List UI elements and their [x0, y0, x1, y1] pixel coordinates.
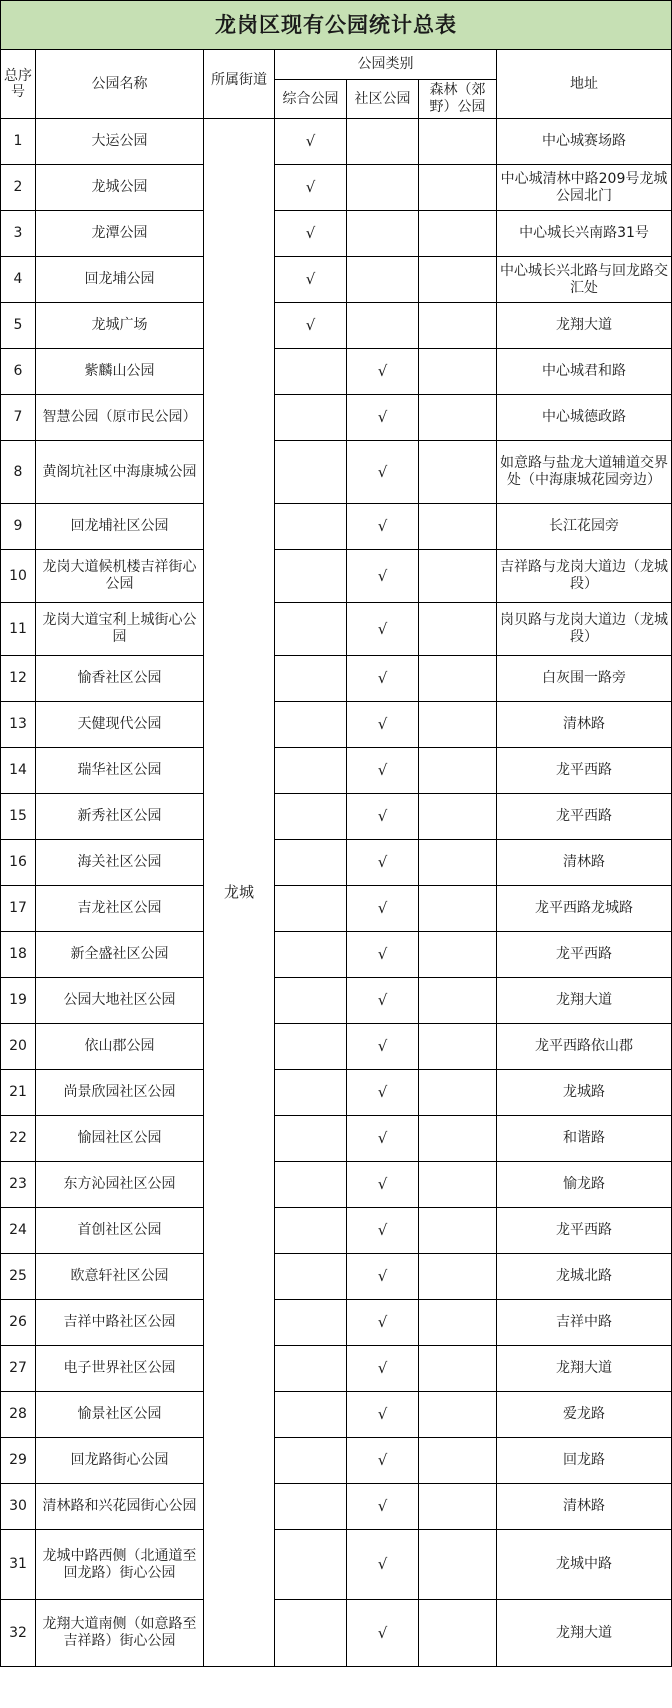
park-address: 如意路与盐龙大道辅道交界处（中海康城花园旁边）	[497, 441, 672, 504]
row-index: 21	[1, 1070, 36, 1116]
community-check-cell: √	[347, 1162, 419, 1208]
forest-check-cell	[419, 1254, 497, 1300]
table-row	[1, 794, 672, 840]
comprehensive-check-cell: √	[275, 211, 347, 257]
row-index: 22	[1, 1116, 36, 1162]
park-name: 公园大地社区公园	[36, 978, 204, 1024]
park-name: 龙城公园	[36, 165, 204, 211]
table-row	[1, 1484, 672, 1530]
table-row	[1, 441, 672, 504]
comprehensive-check-cell: √	[275, 165, 347, 211]
table-row	[1, 257, 672, 303]
header-park-name: 公园名称	[36, 50, 204, 119]
forest-check-cell	[419, 656, 497, 702]
table-row	[1, 702, 672, 748]
comprehensive-check-cell	[275, 840, 347, 886]
row-index: 12	[1, 656, 36, 702]
table-row	[1, 1300, 672, 1346]
table-row	[1, 1208, 672, 1254]
community-check-cell: √	[347, 656, 419, 702]
community-check-cell: √	[347, 504, 419, 550]
comprehensive-check-cell	[275, 1162, 347, 1208]
comprehensive-check-cell	[275, 794, 347, 840]
forest-check-cell	[419, 165, 497, 211]
table-row	[1, 656, 672, 702]
community-check-cell	[347, 303, 419, 349]
forest-check-cell	[419, 978, 497, 1024]
table-row	[1, 840, 672, 886]
comprehensive-check-cell	[275, 886, 347, 932]
row-index: 28	[1, 1392, 36, 1438]
row-index: 25	[1, 1254, 36, 1300]
forest-check-cell	[419, 395, 497, 441]
park-address: 中心城君和路	[497, 349, 672, 395]
table-row	[1, 1116, 672, 1162]
table-row	[1, 395, 672, 441]
community-check-cell: √	[347, 1254, 419, 1300]
row-index: 13	[1, 702, 36, 748]
row-index: 17	[1, 886, 36, 932]
row-index: 32	[1, 1600, 36, 1667]
row-index: 29	[1, 1438, 36, 1484]
park-name: 黄阁坑社区中海康城公园	[36, 441, 204, 504]
community-check-cell: √	[347, 1346, 419, 1392]
comprehensive-check-cell	[275, 1024, 347, 1070]
park-name: 电子世界社区公园	[36, 1346, 204, 1392]
row-index: 14	[1, 748, 36, 794]
park-address: 龙城北路	[497, 1254, 672, 1300]
row-index: 30	[1, 1484, 36, 1530]
park-address: 龙翔大道	[497, 978, 672, 1024]
row-index: 1	[1, 119, 36, 165]
table-row	[1, 1162, 672, 1208]
park-name: 龙城广场	[36, 303, 204, 349]
row-index: 19	[1, 978, 36, 1024]
header-street: 所属街道	[204, 50, 275, 119]
park-name: 吉龙社区公园	[36, 886, 204, 932]
community-check-cell	[347, 165, 419, 211]
comprehensive-check-cell	[275, 603, 347, 656]
table-row	[1, 932, 672, 978]
comprehensive-check-cell	[275, 1070, 347, 1116]
table-row	[1, 1392, 672, 1438]
row-index: 16	[1, 840, 36, 886]
community-check-cell	[347, 211, 419, 257]
community-check-cell: √	[347, 794, 419, 840]
row-index: 9	[1, 504, 36, 550]
forest-check-cell	[419, 550, 497, 603]
park-address: 龙城中路	[497, 1530, 672, 1600]
table-row	[1, 1530, 672, 1600]
forest-check-cell	[419, 1484, 497, 1530]
forest-check-cell	[419, 1300, 497, 1346]
comprehensive-check-cell	[275, 1116, 347, 1162]
park-name: 龙潭公园	[36, 211, 204, 257]
comprehensive-check-cell	[275, 441, 347, 504]
park-address: 和谐路	[497, 1116, 672, 1162]
forest-check-cell	[419, 886, 497, 932]
park-address: 龙翔大道	[497, 1346, 672, 1392]
comprehensive-check-cell	[275, 702, 347, 748]
community-check-cell: √	[347, 748, 419, 794]
park-name: 新秀社区公园	[36, 794, 204, 840]
table-row	[1, 165, 672, 211]
table-row	[1, 1600, 672, 1667]
table-row	[1, 349, 672, 395]
forest-check-cell	[419, 1600, 497, 1667]
community-check-cell: √	[347, 441, 419, 504]
community-check-cell: √	[347, 1300, 419, 1346]
community-check-cell: √	[347, 1600, 419, 1667]
forest-check-cell	[419, 603, 497, 656]
forest-check-cell	[419, 1438, 497, 1484]
header-address: 地址	[497, 50, 672, 119]
comprehensive-check-cell: √	[275, 257, 347, 303]
street-district: 龙城	[204, 119, 275, 1667]
forest-check-cell	[419, 303, 497, 349]
park-name: 回龙路街心公园	[36, 1438, 204, 1484]
comprehensive-check-cell: √	[275, 303, 347, 349]
forest-check-cell	[419, 932, 497, 978]
community-check-cell: √	[347, 1484, 419, 1530]
park-name: 龙城中路西侧（北通道至回龙路）街心公园	[36, 1530, 204, 1600]
park-address: 清林路	[497, 1484, 672, 1530]
comprehensive-check-cell	[275, 1254, 347, 1300]
park-address: 爱龙路	[497, 1392, 672, 1438]
community-check-cell: √	[347, 349, 419, 395]
community-check-cell: √	[347, 932, 419, 978]
park-name: 瑞华社区公园	[36, 748, 204, 794]
row-index: 4	[1, 257, 36, 303]
row-index: 18	[1, 932, 36, 978]
community-check-cell: √	[347, 603, 419, 656]
row-index: 20	[1, 1024, 36, 1070]
park-name: 吉祥中路社区公园	[36, 1300, 204, 1346]
park-name: 首创社区公园	[36, 1208, 204, 1254]
community-check-cell: √	[347, 550, 419, 603]
park-address: 吉祥中路	[497, 1300, 672, 1346]
table-title: 龙岗区现有公园统计总表	[1, 1, 672, 50]
park-address: 中心城清林中路209号龙城公园北门	[497, 165, 672, 211]
row-index: 10	[1, 550, 36, 603]
park-address: 白灰围一路旁	[497, 656, 672, 702]
row-index: 8	[1, 441, 36, 504]
park-address: 吉祥路与龙岗大道边（龙城段）	[497, 550, 672, 603]
park-name: 回龙埔公园	[36, 257, 204, 303]
comprehensive-check-cell	[275, 395, 347, 441]
table-row	[1, 1024, 672, 1070]
forest-check-cell	[419, 1162, 497, 1208]
table-row	[1, 1346, 672, 1392]
park-name: 龙翔大道南侧（如意路至吉祥路）街心公园	[36, 1600, 204, 1667]
table-row	[1, 550, 672, 603]
park-name: 回龙埔社区公园	[36, 504, 204, 550]
park-address: 龙翔大道	[497, 303, 672, 349]
header-forest-park: 森林（郊野）公园	[419, 80, 497, 119]
park-name: 愉园社区公园	[36, 1116, 204, 1162]
header-comprehensive-park: 综合公园	[275, 80, 347, 119]
forest-check-cell	[419, 1346, 497, 1392]
comprehensive-check-cell	[275, 1530, 347, 1600]
forest-check-cell	[419, 211, 497, 257]
park-address: 愉龙路	[497, 1162, 672, 1208]
table-row	[1, 978, 672, 1024]
park-name: 天健现代公园	[36, 702, 204, 748]
community-check-cell: √	[347, 395, 419, 441]
park-name: 欧意轩社区公园	[36, 1254, 204, 1300]
community-check-cell: √	[347, 1116, 419, 1162]
row-index: 2	[1, 165, 36, 211]
park-address: 清林路	[497, 702, 672, 748]
park-address: 中心城赛场路	[497, 119, 672, 165]
community-check-cell: √	[347, 1024, 419, 1070]
row-index: 23	[1, 1162, 36, 1208]
community-check-cell	[347, 119, 419, 165]
park-name: 尚景欣园社区公园	[36, 1070, 204, 1116]
table-row	[1, 1438, 672, 1484]
park-name: 大运公园	[36, 119, 204, 165]
park-address: 龙平西路龙城路	[497, 886, 672, 932]
park-address: 岗贝路与龙岗大道边（龙城段）	[497, 603, 672, 656]
park-address: 龙平西路依山郡	[497, 1024, 672, 1070]
forest-check-cell	[419, 257, 497, 303]
park-address: 龙翔大道	[497, 1600, 672, 1667]
row-index: 7	[1, 395, 36, 441]
forest-check-cell	[419, 1208, 497, 1254]
park-address: 龙平西路	[497, 932, 672, 978]
row-index: 5	[1, 303, 36, 349]
table-row	[1, 1254, 672, 1300]
comprehensive-check-cell	[275, 349, 347, 395]
forest-check-cell	[419, 1116, 497, 1162]
comprehensive-check-cell	[275, 550, 347, 603]
park-name: 清林路和兴花园街心公园	[36, 1484, 204, 1530]
community-check-cell: √	[347, 978, 419, 1024]
row-index: 6	[1, 349, 36, 395]
forest-check-cell	[419, 794, 497, 840]
table-row	[1, 504, 672, 550]
comprehensive-check-cell	[275, 1600, 347, 1667]
park-address: 龙平西路	[497, 1208, 672, 1254]
park-name: 龙岗大道候机楼吉祥街心公园	[36, 550, 204, 603]
table-row	[1, 886, 672, 932]
community-check-cell: √	[347, 1530, 419, 1600]
park-name: 愉景社区公园	[36, 1392, 204, 1438]
forest-check-cell	[419, 1024, 497, 1070]
forest-check-cell	[419, 702, 497, 748]
forest-check-cell	[419, 349, 497, 395]
row-index: 24	[1, 1208, 36, 1254]
community-check-cell: √	[347, 1208, 419, 1254]
header-community-park: 社区公园	[347, 80, 419, 119]
park-address: 龙平西路	[497, 748, 672, 794]
park-name: 愉香社区公园	[36, 656, 204, 702]
forest-check-cell	[419, 748, 497, 794]
community-check-cell: √	[347, 886, 419, 932]
row-index: 26	[1, 1300, 36, 1346]
comprehensive-check-cell	[275, 504, 347, 550]
community-check-cell: √	[347, 702, 419, 748]
forest-check-cell	[419, 1392, 497, 1438]
row-index: 15	[1, 794, 36, 840]
comprehensive-check-cell	[275, 656, 347, 702]
community-check-cell: √	[347, 1438, 419, 1484]
table-row	[1, 748, 672, 794]
forest-check-cell	[419, 1070, 497, 1116]
comprehensive-check-cell	[275, 748, 347, 794]
park-address: 回龙路	[497, 1438, 672, 1484]
forest-check-cell	[419, 1530, 497, 1600]
forest-check-cell	[419, 840, 497, 886]
row-index: 31	[1, 1530, 36, 1600]
park-name: 智慧公园（原市民公园）	[36, 395, 204, 441]
row-index: 11	[1, 603, 36, 656]
header-category: 公园类别	[275, 50, 497, 80]
park-name: 紫麟山公园	[36, 349, 204, 395]
comprehensive-check-cell	[275, 978, 347, 1024]
community-check-cell: √	[347, 1392, 419, 1438]
row-index: 3	[1, 211, 36, 257]
park-name: 新全盛社区公园	[36, 932, 204, 978]
comprehensive-check-cell	[275, 1300, 347, 1346]
park-name: 东方沁园社区公园	[36, 1162, 204, 1208]
forest-check-cell	[419, 504, 497, 550]
community-check-cell: √	[347, 1070, 419, 1116]
park-address: 中心城长兴北路与回龙路交汇处	[497, 257, 672, 303]
row-index: 27	[1, 1346, 36, 1392]
comprehensive-check-cell	[275, 1346, 347, 1392]
park-name: 龙岗大道宝利上城街心公园	[36, 603, 204, 656]
comprehensive-check-cell	[275, 932, 347, 978]
park-address: 清林路	[497, 840, 672, 886]
park-address: 龙平西路	[497, 794, 672, 840]
comprehensive-check-cell	[275, 1438, 347, 1484]
table-row	[1, 603, 672, 656]
comprehensive-check-cell	[275, 1484, 347, 1530]
community-check-cell: √	[347, 840, 419, 886]
park-address: 龙城路	[497, 1070, 672, 1116]
park-address: 中心城德政路	[497, 395, 672, 441]
table-row	[1, 211, 672, 257]
forest-check-cell	[419, 441, 497, 504]
comprehensive-check-cell	[275, 1392, 347, 1438]
table-row	[1, 1070, 672, 1116]
park-address: 中心城长兴南路31号	[497, 211, 672, 257]
community-check-cell	[347, 257, 419, 303]
park-name: 海关社区公园	[36, 840, 204, 886]
park-address: 长江花园旁	[497, 504, 672, 550]
comprehensive-check-cell	[275, 1208, 347, 1254]
header-index: 总序号	[1, 50, 36, 119]
park-name: 依山郡公园	[36, 1024, 204, 1070]
comprehensive-check-cell: √	[275, 119, 347, 165]
table-row	[1, 303, 672, 349]
table-row	[1, 119, 672, 165]
table-body	[1, 119, 672, 1667]
forest-check-cell	[419, 119, 497, 165]
